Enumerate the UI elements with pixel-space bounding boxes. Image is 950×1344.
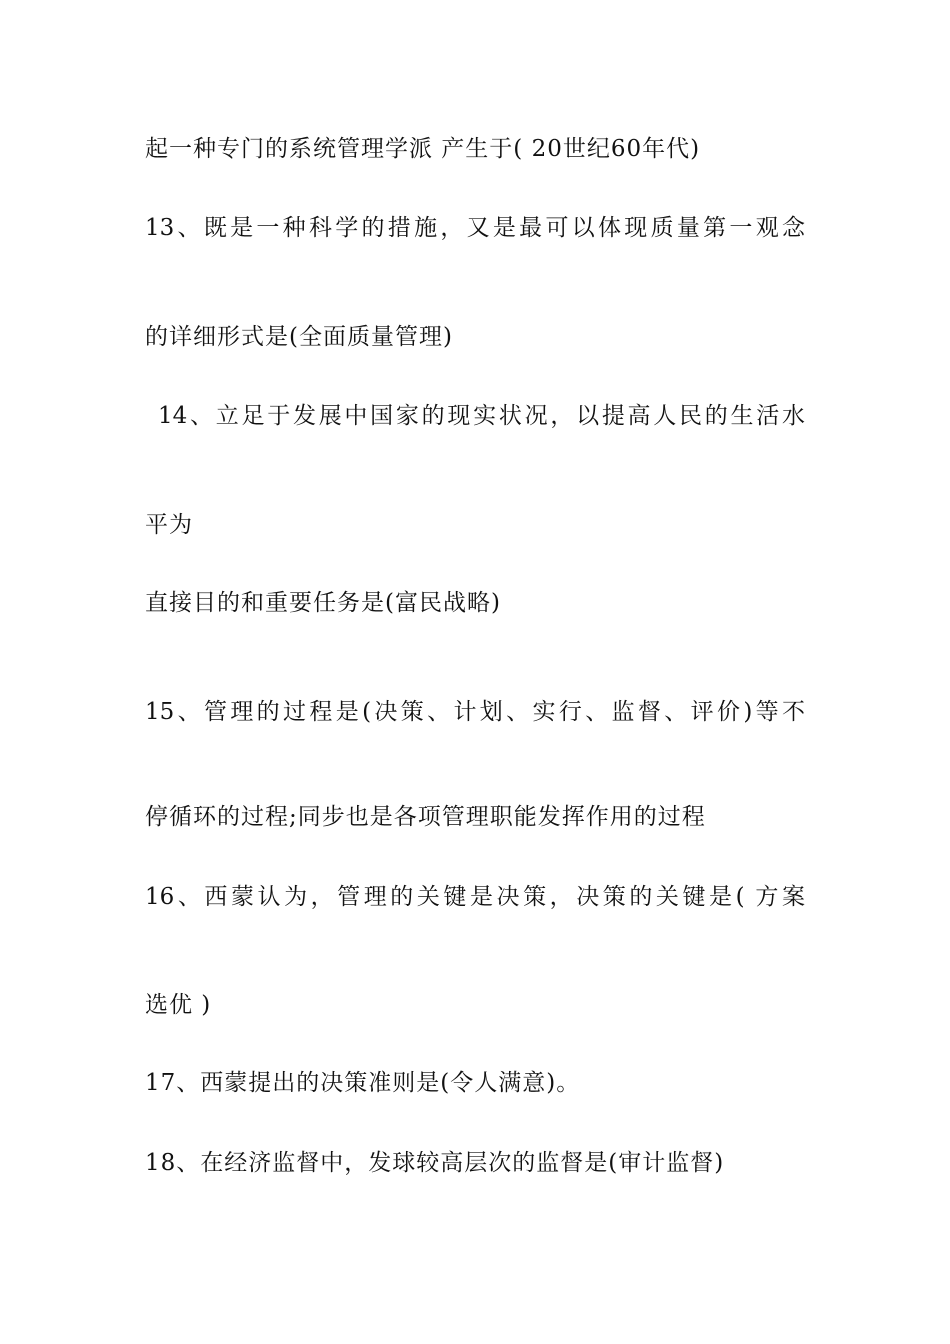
- text-line-8: 停循环的过程;同步也是各项管理职能发挥作用的过程: [145, 804, 706, 830]
- text-line-9: 16、西蒙认为，管理的关键是决策，决策的关键是( 方案: [145, 884, 805, 910]
- text-line-10: 选优 ): [145, 992, 212, 1018]
- text-line-6: 直接目的和重要任务是(富民战略): [145, 590, 501, 616]
- text-line-5: 平为: [145, 512, 193, 538]
- text-line-7: 15、管理的过程是(决策、计划、实行、监督、评价)等不: [145, 699, 805, 725]
- text-line-3: 的详细形式是(全面质量管理): [145, 324, 453, 350]
- text-line-11: 17、西蒙提出的决策准则是(令人满意)。: [145, 1070, 581, 1096]
- text-line-1: 起一种专门的系统管理学派 产生于( 20世纪60年代): [145, 136, 701, 162]
- text-line-2: 13、既是一种科学的措施，又是最可以体现质量第一观念: [145, 215, 805, 241]
- text-line-4: 14、立足于发展中国家的现实状况，以提高人民的生活水: [158, 403, 805, 429]
- text-line-12: 18、在经济监督中，发球较高层次的监督是(审计监督): [145, 1150, 725, 1176]
